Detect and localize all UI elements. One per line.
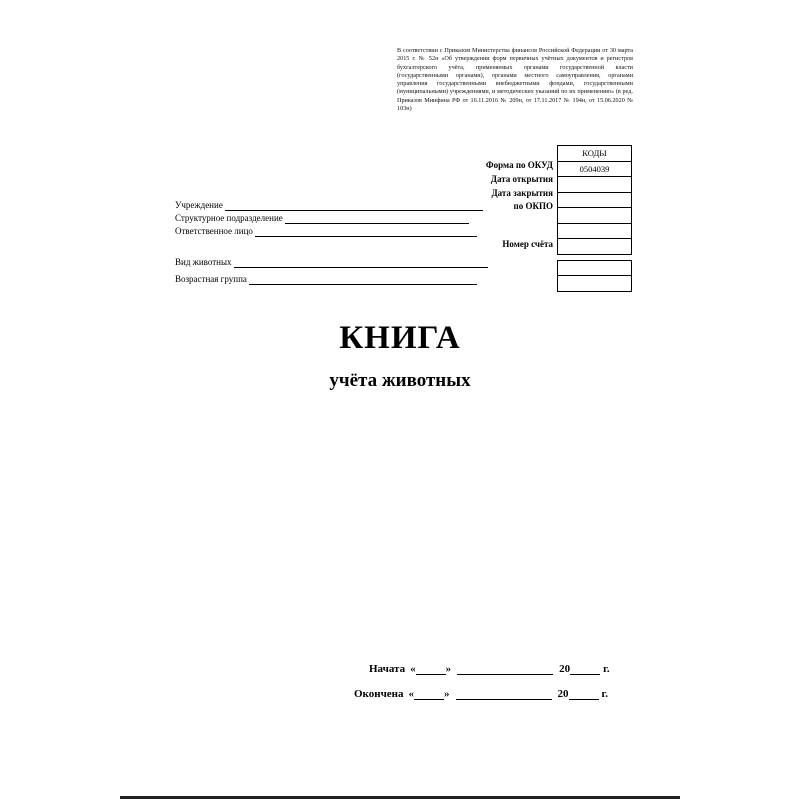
field-animal-type-label: Вид животных [175,257,232,267]
started-year-blank[interactable] [570,664,600,675]
field-age-group [175,274,477,285]
codes-header: КОДЫ [558,146,632,162]
ended-year-blank[interactable] [569,689,599,700]
field-institution-line[interactable] [225,202,483,211]
label-account-number: Номер счёта [502,239,553,249]
started-month-blank[interactable] [457,664,553,675]
field-structural-unit-line[interactable] [285,215,469,224]
page-title: КНИГА [339,320,461,356]
label-form-okud: Форма по ОКУД [485,160,553,170]
ended-quote-open: « [408,688,415,700]
ended-date-row [354,688,608,700]
code-animal-type-cell [558,260,632,276]
started-year-prefix: 20 [559,663,571,675]
started-quote-close: » [445,663,452,675]
code-account-cell [558,239,632,255]
code-open-date-cell [558,177,632,193]
field-age-group-line[interactable] [249,276,477,285]
field-structural-unit [175,213,469,224]
document-page [120,18,680,800]
ended-quote-close: » [444,688,450,700]
label-close-date: Дата закрытия [491,188,553,198]
field-institution-label: Учреждение [175,200,223,210]
field-institution [175,200,483,211]
field-animal-type-line[interactable] [234,259,488,268]
started-date-row [369,663,610,675]
field-responsible-person [175,226,477,237]
field-responsible-person-label: Ответственное лицо [175,226,253,236]
started-year-suffix: г. [603,663,610,675]
ended-day-blank[interactable] [414,689,444,700]
started-label: Начата [369,663,406,675]
field-animal-type [175,257,488,268]
code-close-date-cell [558,192,632,208]
code-okud-cell: 0504039 [558,161,632,177]
page-edge-line [120,796,680,799]
field-structural-unit-label: Структурное подразделение [175,213,283,223]
ended-year-suffix: г. [601,688,609,700]
code-age-group-cell [558,276,632,292]
ended-month-blank[interactable] [456,689,552,700]
ended-label: Окончена [354,688,404,700]
code-blank-cell [558,223,632,239]
code-okpo-cell [558,208,632,224]
label-open-date: Дата открытия [490,174,553,184]
started-quote-open: « [410,663,416,675]
regulatory-note: В соответствии с Приказом Министерства финансов Российской Федерации от 30 марта 2015 г. № 52н «Об утверждении форм первичных учётных документов и регистров бухгалтерского учёта, применяемых органами государственной власти (государственными органами), органами местного самоуправления, органами управления государственными внебюджетными фондами, государственными (муниципальными) учреждениями, и методических указаний по их применению» (в ред. Приказов Минфина РФ от 16.11.2016 № 209н, от 17.11.2017 № 194н, от 15.06.2020 № 103н) [397,47,633,113]
field-responsible-person-line[interactable] [255,228,477,237]
ended-year-prefix: 20 [557,688,569,700]
started-day-blank[interactable] [416,664,446,675]
field-age-group-label: Возрастная группа [175,274,247,284]
label-okpo: по ОКПО [513,201,553,211]
codes-table [557,145,632,292]
page-subtitle: учёта животных [329,370,471,391]
